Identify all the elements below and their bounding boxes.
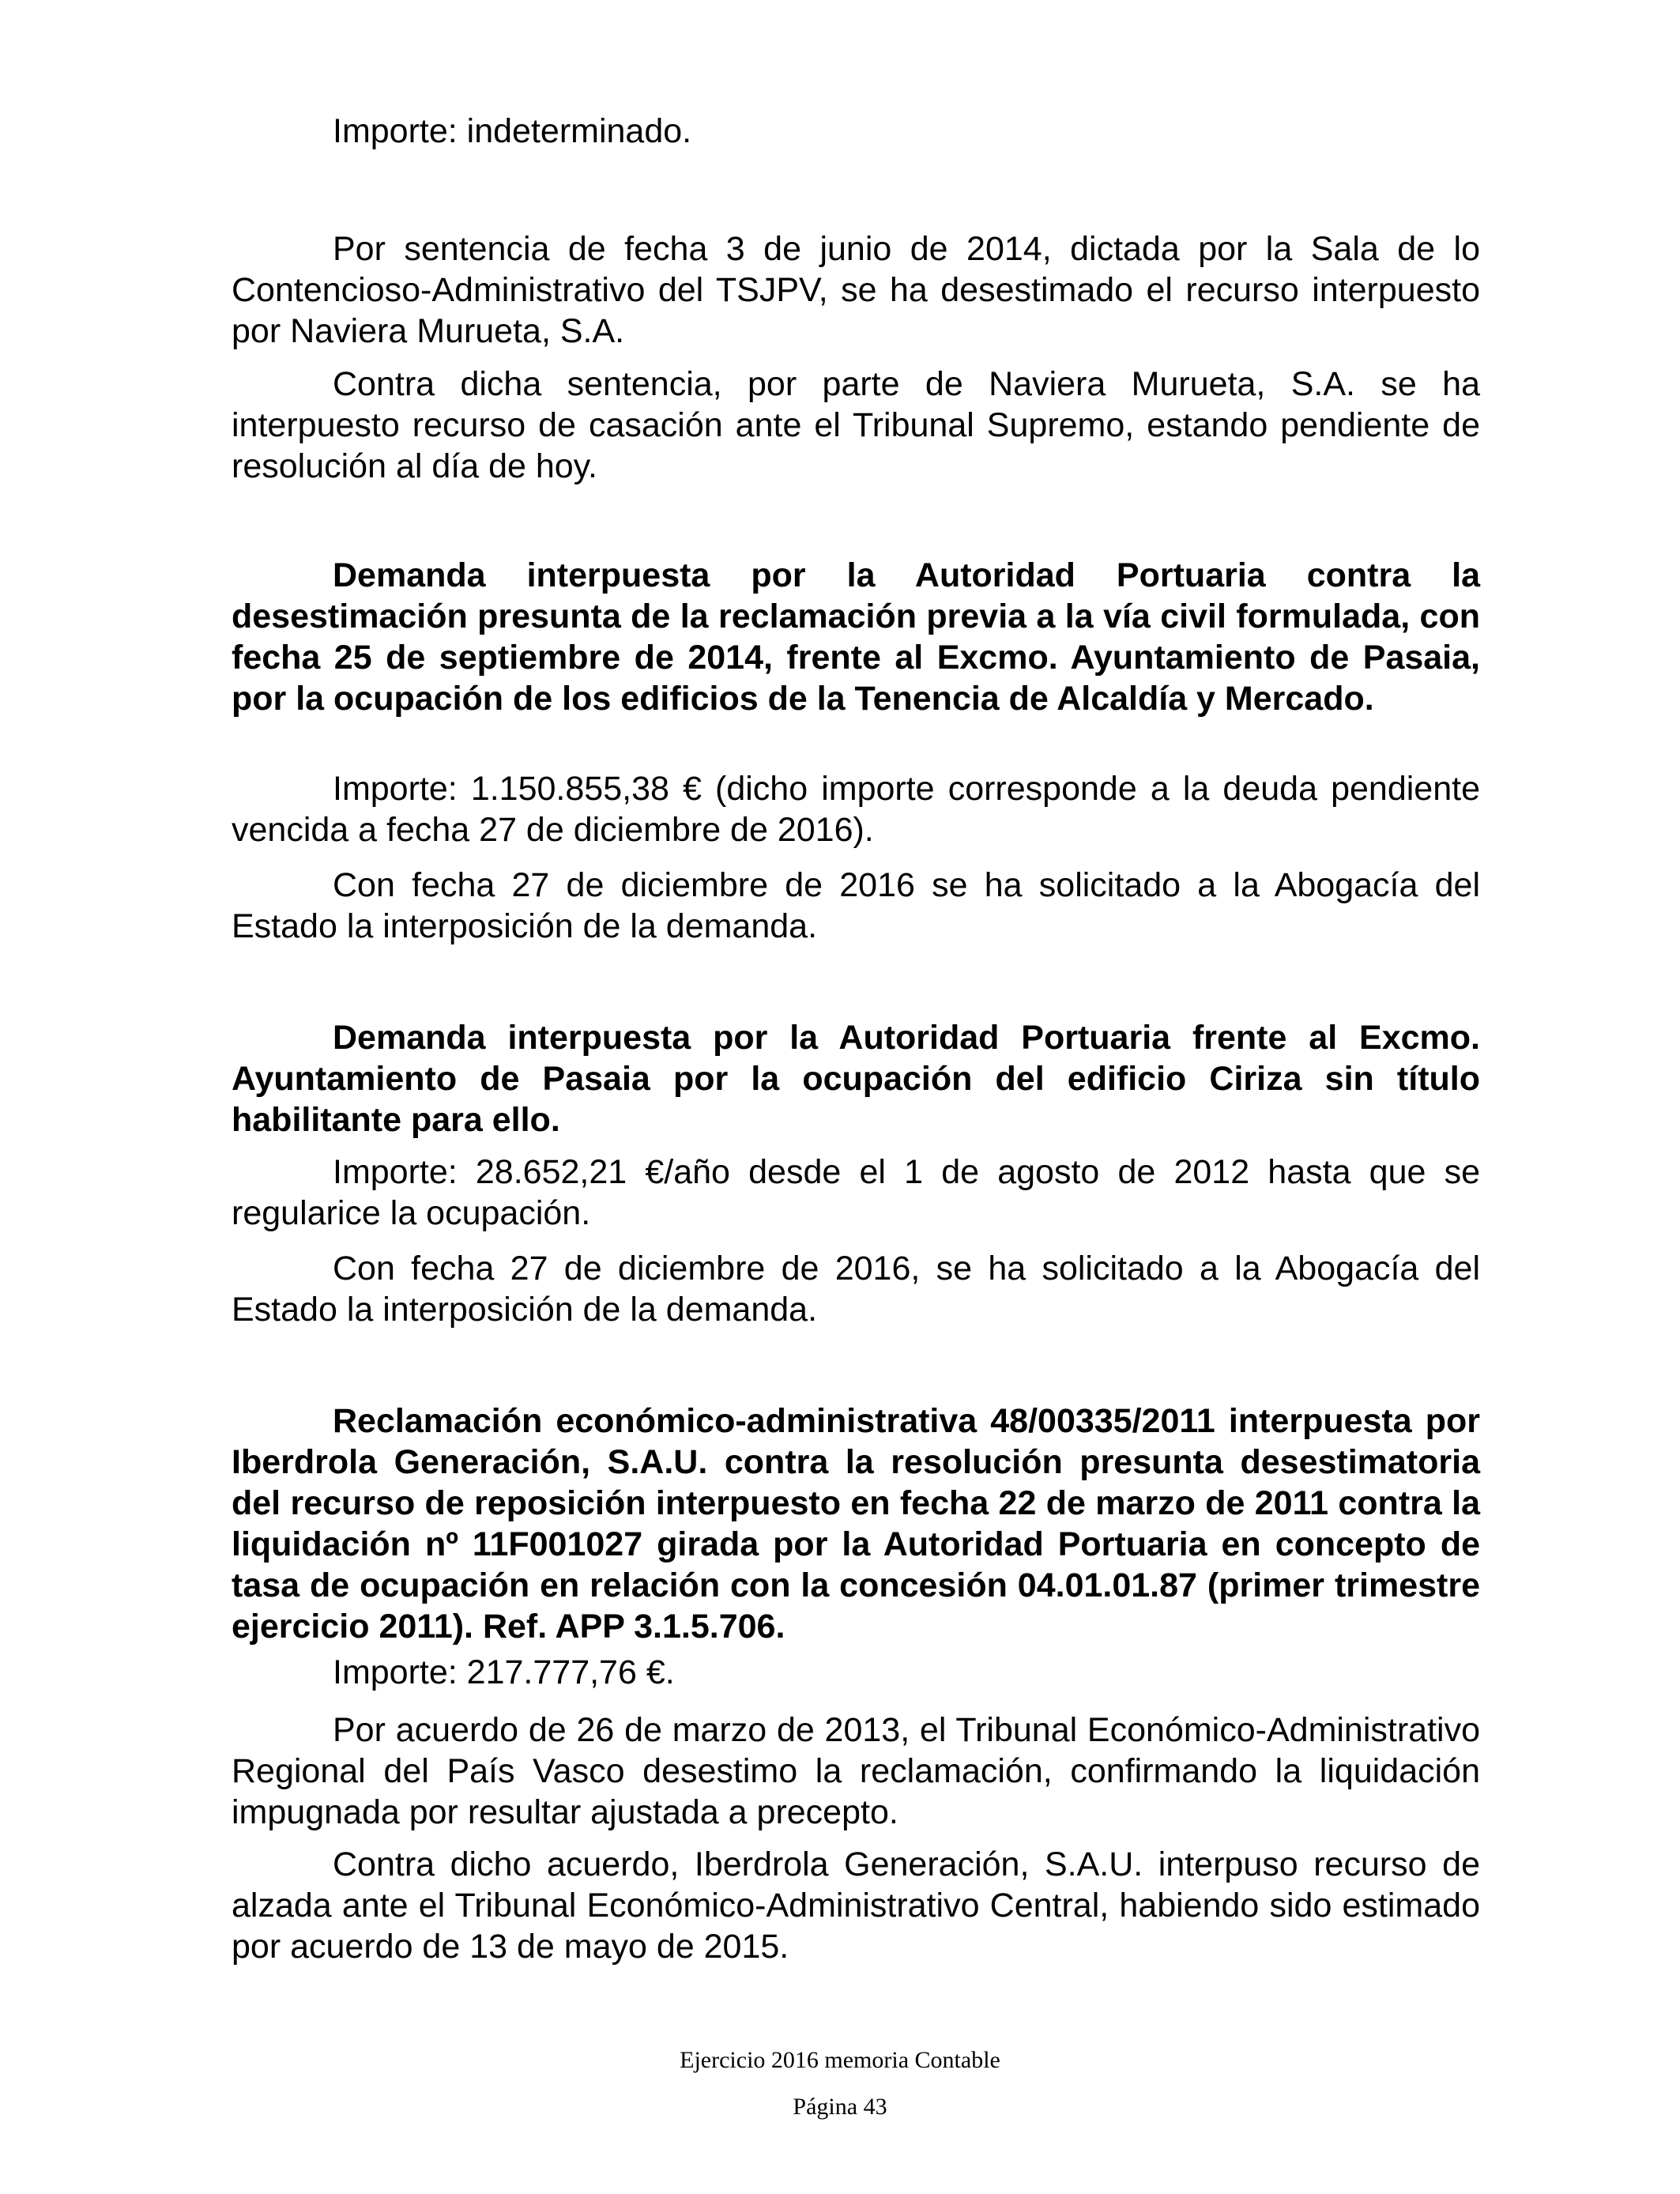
paragraph-importe-indeterminado: Importe: indeterminado. xyxy=(333,112,692,150)
heading-reclamacion-iberdrola: Reclamación económico-administrativa 48/00335/2011 interpuesta por Iberdrola Generación, S.A.U. contra la resolución presunta desestimatoria del recurso de reposición interpuesto en fecha 22 de marzo de 2011 contra la liquidación nº 11F001027 girada por la Autoridad Portuaria en concepto de tasa de ocupación en relación con la concesión 04.01.01.87 (primer trimestre ejercicio 2011). Ref. APP 3.1.5.706. xyxy=(232,1402,1480,1646)
footer-document-title: Ejercicio 2016 memoria Contable xyxy=(680,2047,1000,2073)
paragraph-solicitud-abogacia-2: Con fecha 27 de diciembre de 2016, se ha solicitado a la Abogacía del Estado la interposición de la demanda. xyxy=(232,1250,1480,1329)
paragraph-importe-anual: Importe: 28.652,21 €/año desde el 1 de agosto de 2012 hasta que se regularice la ocupación. xyxy=(232,1153,1480,1232)
paragraph-importe-deuda: Importe: 1.150.855,38 € (dicho importe corresponde a la deuda pendiente vencida a fecha 27 de diciembre de 2016). xyxy=(232,770,1480,849)
paragraph-acuerdo-tribunal-regional: Por acuerdo de 26 de marzo de 2013, el Tribunal Económico-Administrativo Regional del País Vasco desestimo la reclamación, confirmando la liquidación impugnada por resultar ajustada a precepto. xyxy=(232,1711,1480,1831)
paragraph-sentencia: Por sentencia de fecha 3 de junio de 2014, dictada por la Sala de lo Contencioso-Administrativo del TSJPV, se ha desestimado el recurso interpuesto por Naviera Murueta, S.A. xyxy=(232,230,1480,350)
heading-demanda-tenencia-alcaldia: Demanda interpuesta por la Autoridad Portuaria contra la desestimación presunta de la reclamación previa a la vía civil formulada, con fecha 25 de septiembre de 2014, frente al Excmo. Ayuntamiento de Pasaia, por la ocupación de los edificios de la Tenencia de Alcaldía y Mercado. xyxy=(232,556,1480,718)
paragraph-recurso-alzada: Contra dicho acuerdo, Iberdrola Generación, S.A.U. interpuso recurso de alzada ante el Tribunal Económico-Administrativo Central, habiendo sido estimado por acuerdo de 13 de mayo de 2015. xyxy=(232,1845,1480,1966)
paragraph-importe-reclamacion: Importe: 217.777,76 €. xyxy=(333,1653,675,1691)
heading-demanda-edificio-ciriza: Demanda interpuesta por la Autoridad Portuaria frente al Excmo. Ayuntamiento de Pasaia por la ocupación del edificio Ciriza sin título habilitante para ello. xyxy=(232,1019,1480,1139)
paragraph-solicitud-abogacia-1: Con fecha 27 de diciembre de 2016 se ha solicitado a la Abogacía del Estado la interposición de la demanda. xyxy=(232,866,1480,945)
paragraph-recurso-casacion: Contra dicha sentencia, por parte de Naviera Murueta, S.A. se ha interpuesto recurso de casación ante el Tribunal Supremo, estando pendiente de resolución al día de hoy. xyxy=(232,365,1480,485)
footer-page-number: Página 43 xyxy=(793,2094,887,2120)
